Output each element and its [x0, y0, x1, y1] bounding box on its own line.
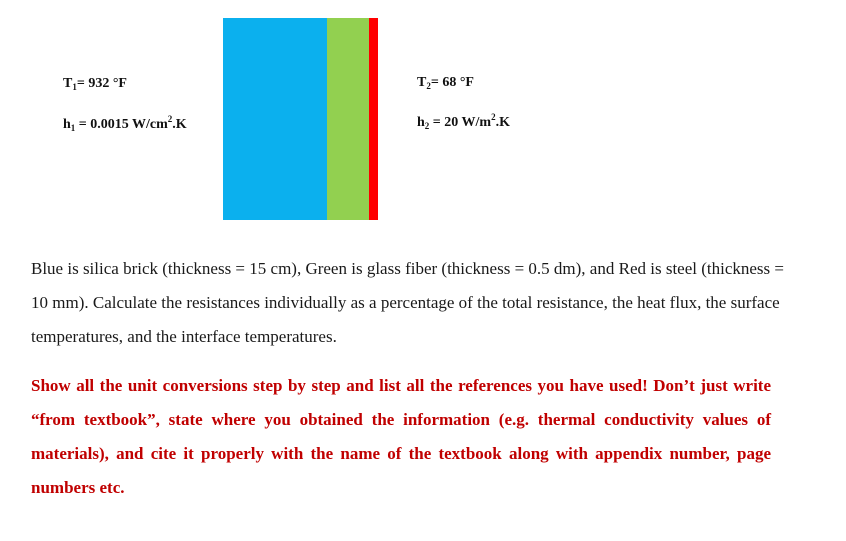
right-temp-symbol: T [417, 75, 427, 90]
problem-instruction: Show all the unit conversions step by step and list all the references you have used! Don’t just write “from textbook”, state where you obtained the information (e.g. thermal conductivity values of materials), and cite it properly with the name of the textbook along with appendix number, page numbers etc. [31, 376, 771, 497]
left-h-unit-suffix: .K [172, 117, 187, 132]
left-h-subscript: 1 [70, 123, 76, 133]
left-convection-label [63, 114, 187, 133]
right-temp-subscript: 2 [426, 81, 431, 91]
right-h-subscript: 2 [424, 121, 430, 131]
left-temp-value: = 932 °F [76, 76, 127, 91]
silica-brick-layer [223, 18, 327, 220]
glass-fiber-layer [327, 18, 369, 220]
problem-description: Blue is silica brick (thickness = 15 cm), Green is glass fiber (thickness = 0.5 dm), and Red is steel (thickness = 10 mm). Calculate the resistances individually as a percentage of the total resistance, the heat flux, the surface temperatures, and the interface temperatures. [31, 259, 784, 346]
left-h-value: = 0.0015 W/cm [75, 117, 168, 132]
right-h-symbol: h [417, 115, 425, 130]
left-temp-subscript: 1 [72, 82, 77, 92]
left-h-superscript: 2 [167, 114, 173, 124]
left-temp-symbol: T [63, 76, 73, 91]
right-temp-value: = 68 °F [430, 75, 474, 90]
right-h-superscript: 2 [491, 112, 496, 122]
right-h-unit-suffix: .K [495, 115, 510, 130]
right-convection-label [417, 112, 510, 131]
right-h-value: = 20 W/m [429, 115, 492, 130]
right-temperature-label [417, 75, 474, 91]
left-h-symbol: h [63, 117, 71, 132]
left-temperature-label [63, 76, 127, 92]
steel-layer [369, 18, 378, 220]
